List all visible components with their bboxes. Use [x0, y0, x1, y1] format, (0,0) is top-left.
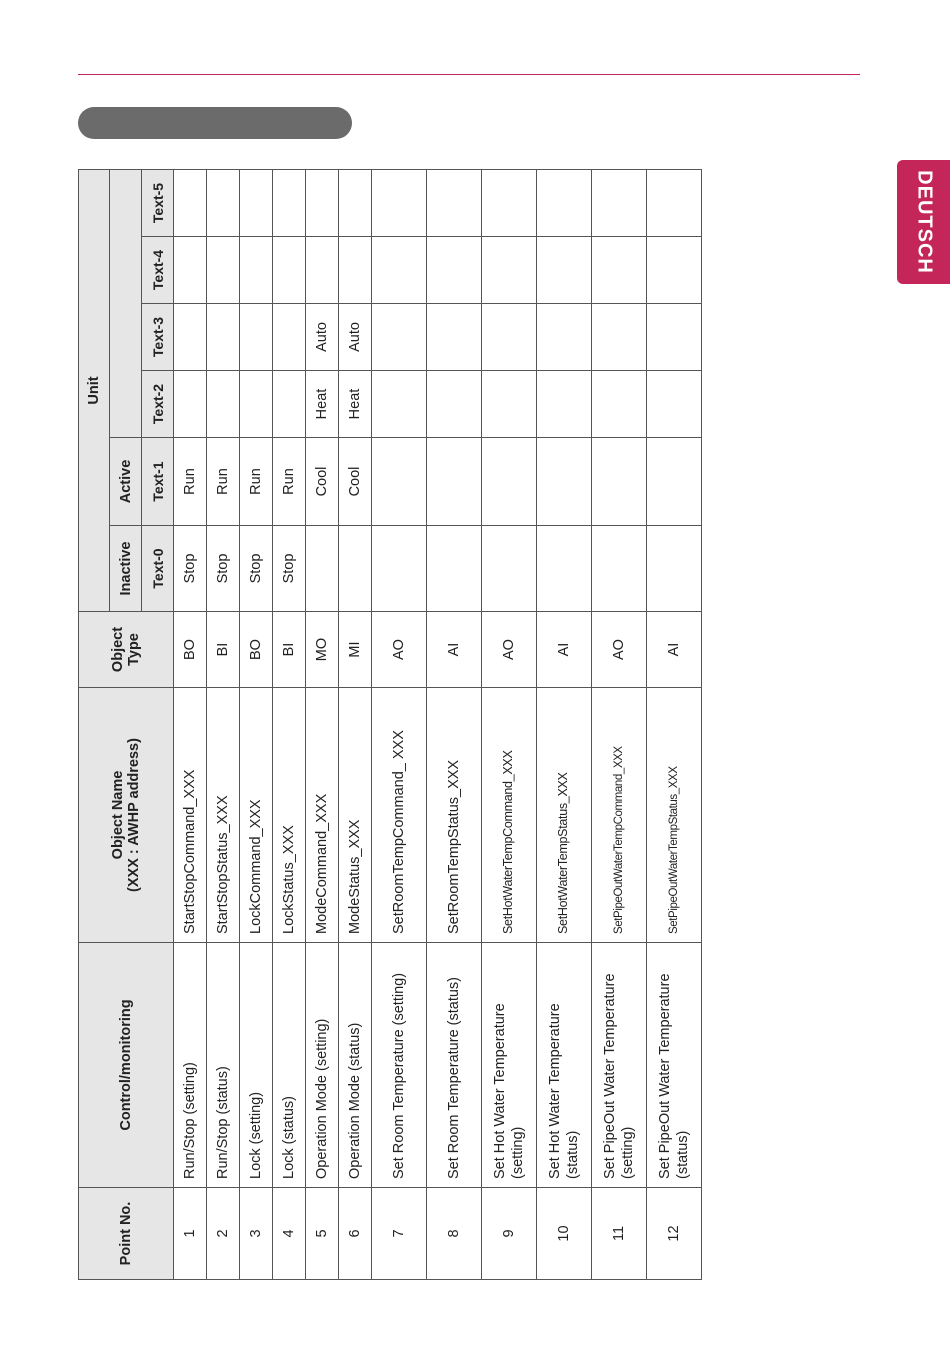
header-active: Active	[110, 438, 142, 526]
cell-text-1: Cool	[306, 438, 339, 526]
cell-control: Set Room Temperature (setting)	[372, 943, 427, 1188]
cell-control: Set PipeOut Water Temperature (status)	[647, 943, 702, 1188]
cell-text-3	[537, 304, 592, 371]
cell-text-3: Auto	[306, 304, 339, 371]
cell-text-0	[537, 526, 592, 612]
cell-text-1	[537, 438, 592, 526]
table-row	[372, 170, 427, 1280]
cell-text-3	[427, 304, 482, 371]
cell-control: Set PipeOut Water Temperature (setting)	[592, 943, 647, 1188]
table-row	[339, 170, 372, 1280]
table-row	[647, 170, 702, 1280]
cell-text-4	[647, 237, 702, 304]
cell-object-type: BO	[240, 612, 273, 688]
cell-text-2	[647, 371, 702, 438]
cell-text-0: Stop	[207, 526, 240, 612]
cell-text-4	[372, 237, 427, 304]
cell-text-3	[482, 304, 537, 371]
cell-text-5	[273, 170, 306, 237]
cell-object-name: LockCommand_XXX	[240, 688, 273, 943]
header-unit-blank	[110, 170, 142, 438]
cell-text-0	[482, 526, 537, 612]
cell-object-type: AO	[592, 612, 647, 688]
cell-text-5	[372, 170, 427, 237]
cell-text-5	[647, 170, 702, 237]
cell-text-4	[273, 237, 306, 304]
cell-text-0	[339, 526, 372, 612]
cell-object-type: AO	[372, 612, 427, 688]
table-row	[207, 170, 240, 1280]
cell-text-2	[372, 371, 427, 438]
cell-text-3	[273, 304, 306, 371]
cell-text-3	[240, 304, 273, 371]
cell-control: Run/Stop (setting)	[174, 943, 207, 1188]
cell-text-3	[207, 304, 240, 371]
cell-text-2	[427, 371, 482, 438]
cell-text-0	[306, 526, 339, 612]
cell-text-4	[306, 237, 339, 304]
cell-text-5	[339, 170, 372, 237]
cell-object-name: SetHotWaterTempStatus_XXX	[537, 688, 592, 943]
cell-point-no: 11	[592, 1188, 647, 1280]
language-tab-deutsch[interactable]	[897, 160, 950, 284]
cell-point-no: 1	[174, 1188, 207, 1280]
cell-text-2	[240, 371, 273, 438]
cell-text-3	[174, 304, 207, 371]
cell-text-5	[592, 170, 647, 237]
cell-text-4	[240, 237, 273, 304]
cell-text-2	[174, 371, 207, 438]
cell-object-type: AI	[427, 612, 482, 688]
table-row	[592, 170, 647, 1280]
table-row	[273, 170, 306, 1280]
point-table	[78, 169, 702, 1280]
cell-point-no: 4	[273, 1188, 306, 1280]
cell-text-2	[482, 371, 537, 438]
cell-point-no: 12	[647, 1188, 702, 1280]
cell-object-name: SetRoomTempCommand_ XXX	[372, 688, 427, 943]
point-table-container	[78, 182, 702, 1280]
cell-point-no: 10	[537, 1188, 592, 1280]
cell-point-no: 3	[240, 1188, 273, 1280]
header-text-5: Text-5	[142, 170, 174, 237]
cell-object-type: AI	[647, 612, 702, 688]
cell-text-1: Run	[207, 438, 240, 526]
header-object-name-line2: (XXX : AWHP address)	[126, 738, 142, 892]
cell-object-name: ModeStatus_XXX	[339, 688, 372, 943]
top-rule	[78, 74, 860, 75]
cell-control: Set Hot Water Temperature (status)	[537, 943, 592, 1188]
header-point-no: Point No.	[79, 1188, 174, 1280]
cell-point-no: 2	[207, 1188, 240, 1280]
cell-text-1	[647, 438, 702, 526]
cell-point-no: 8	[427, 1188, 482, 1280]
cell-point-no: 7	[372, 1188, 427, 1280]
cell-object-name: StartStopStatus_XXX	[207, 688, 240, 943]
header-text-4: Text-4	[142, 237, 174, 304]
header-text-3: Text-3	[142, 304, 174, 371]
cell-point-no: 6	[339, 1188, 372, 1280]
cell-point-no: 5	[306, 1188, 339, 1280]
cell-control: Run/Stop (status)	[207, 943, 240, 1188]
cell-text-1: Run	[273, 438, 306, 526]
cell-text-0	[647, 526, 702, 612]
cell-text-2	[207, 371, 240, 438]
cell-control: Set Hot Water Temperature (setting)	[482, 943, 537, 1188]
cell-object-name: LockStatus_XXX	[273, 688, 306, 943]
cell-control: Lock (status)	[273, 943, 306, 1188]
cell-text-4	[174, 237, 207, 304]
header-object-name-line1: Object Name	[110, 770, 126, 860]
section-header-bar	[78, 107, 352, 139]
cell-text-1	[372, 438, 427, 526]
cell-object-type: BI	[207, 612, 240, 688]
cell-text-5	[174, 170, 207, 237]
cell-control: Set Room Temperature (status)	[427, 943, 482, 1188]
cell-object-type: MI	[339, 612, 372, 688]
cell-control: Operation Mode (status)	[339, 943, 372, 1188]
cell-text-2: Heat	[306, 371, 339, 438]
cell-control: Operation Mode (setting)	[306, 943, 339, 1188]
header-object-name	[79, 688, 174, 943]
cell-control: Lock (setting)	[240, 943, 273, 1188]
header-text-2: Text-2	[142, 371, 174, 438]
cell-text-2	[592, 371, 647, 438]
table-row	[306, 170, 339, 1280]
cell-object-name: SetRoomTempStatus_XXX	[427, 688, 482, 943]
cell-text-0: Stop	[240, 526, 273, 612]
cell-object-type: AI	[537, 612, 592, 688]
cell-object-name: StartStopCommand_XXX	[174, 688, 207, 943]
cell-text-1	[482, 438, 537, 526]
cell-text-4	[482, 237, 537, 304]
cell-object-type: BI	[273, 612, 306, 688]
cell-text-1	[427, 438, 482, 526]
cell-text-0: Stop	[273, 526, 306, 612]
cell-text-1: Cool	[339, 438, 372, 526]
cell-object-name: SetPipeOutWaterTempStatus_XXX	[647, 688, 702, 943]
cell-point-no: 9	[482, 1188, 537, 1280]
cell-text-1: Run	[174, 438, 207, 526]
cell-object-type: MO	[306, 612, 339, 688]
header-unit: Unit	[79, 170, 110, 612]
cell-text-5	[240, 170, 273, 237]
cell-text-0	[372, 526, 427, 612]
cell-text-3	[647, 304, 702, 371]
cell-text-3	[372, 304, 427, 371]
cell-text-2	[537, 371, 592, 438]
cell-text-4	[592, 237, 647, 304]
table-row	[427, 170, 482, 1280]
cell-text-3	[592, 304, 647, 371]
language-tab-label: DEUTSCH	[913, 170, 935, 274]
table-row	[240, 170, 273, 1280]
table-row	[174, 170, 207, 1280]
cell-object-name: SetPipeOutWaterTempCommand_XXX	[592, 688, 647, 943]
cell-text-5	[207, 170, 240, 237]
header-object-type: Object Type	[79, 612, 174, 688]
cell-text-2	[273, 371, 306, 438]
cell-object-name: SetHotWaterTempCommand_XXX	[482, 688, 537, 943]
cell-text-0: Stop	[174, 526, 207, 612]
cell-text-3: Auto	[339, 304, 372, 371]
table-row	[482, 170, 537, 1280]
cell-text-0	[592, 526, 647, 612]
cell-text-0	[427, 526, 482, 612]
cell-text-1: Run	[240, 438, 273, 526]
cell-object-type: AO	[482, 612, 537, 688]
table-row	[537, 170, 592, 1280]
cell-text-2: Heat	[339, 371, 372, 438]
cell-object-name: ModeCommand_XXX	[306, 688, 339, 943]
cell-text-4	[537, 237, 592, 304]
cell-text-5	[537, 170, 592, 237]
header-text-0: Text-0	[142, 526, 174, 612]
cell-object-type: BO	[174, 612, 207, 688]
header-text-1: Text-1	[142, 438, 174, 526]
cell-text-4	[339, 237, 372, 304]
cell-text-4	[207, 237, 240, 304]
cell-text-1	[592, 438, 647, 526]
header-inactive: Inactive	[110, 526, 142, 612]
cell-text-5	[482, 170, 537, 237]
cell-text-5	[306, 170, 339, 237]
cell-text-4	[427, 237, 482, 304]
cell-text-5	[427, 170, 482, 237]
header-control-monitoring: Control/monitoring	[79, 943, 174, 1188]
